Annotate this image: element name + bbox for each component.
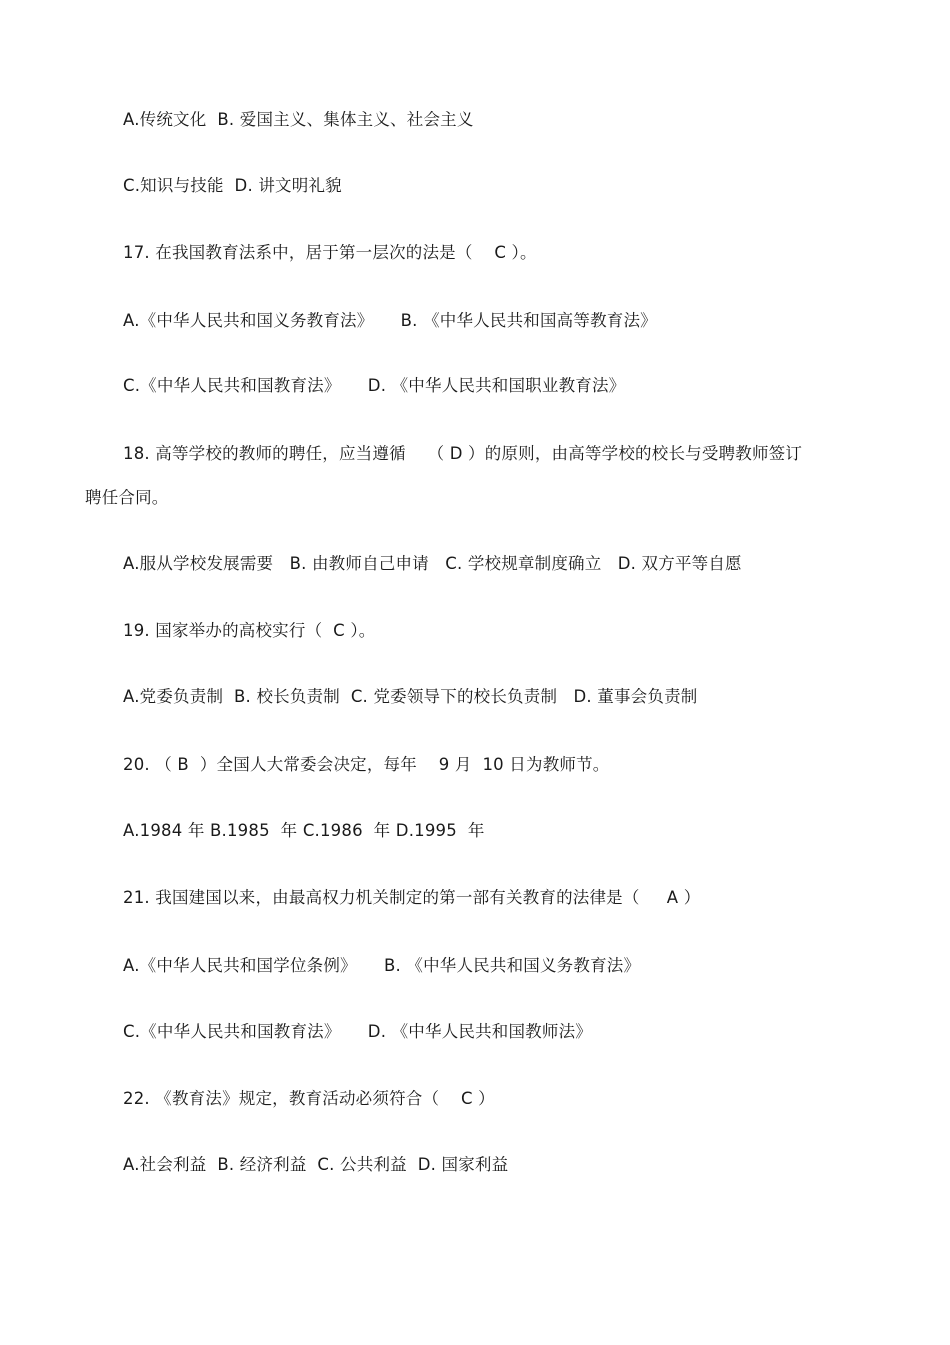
- q18-question-continued: 聘任合同。: [85, 488, 169, 507]
- q17-options-ab: A.《中华人民共和国义务教育法》 B. 《中华人民共和国高等教育法》: [123, 311, 657, 330]
- q16-options-cd: C.知识与技能 D. 讲文明礼貌: [123, 176, 342, 195]
- q22-question: 22. 《教育法》规定，教育活动必须符合（ C ）: [123, 1089, 495, 1108]
- q19-options: A.党委负责制 B. 校长负责制 C. 党委领导下的校长负责制 D. 董事会负责制: [123, 687, 698, 706]
- q19-question: 19. 国家举办的高校实行（ C ）。: [123, 621, 376, 640]
- q16-options-ab: A.传统文化 B. 爱国主义、集体主义、社会主义: [123, 110, 474, 129]
- q21-options-cd: C.《中华人民共和国教育法》 D. 《中华人民共和国教师法》: [123, 1022, 592, 1041]
- q21-options-ab: A.《中华人民共和国学位条例》 B. 《中华人民共和国义务教育法》: [123, 956, 641, 975]
- q18-options: A.服从学校发展需要 B. 由教师自己申请 C. 学校规章制度确立 D. 双方平等自愿: [123, 554, 742, 573]
- q18-question: 18. 高等学校的教师的聘任，应当遵循 （ D ）的原则，由高等学校的校长与受聘教师签订: [123, 444, 803, 463]
- q21-question: 21. 我国建国以来，由最高权力机关制定的第一部有关教育的法律是（ A ）: [123, 888, 701, 907]
- q20-options: A.1984 年 B.1985 年 C.1986 年 D.1995 年: [123, 821, 485, 840]
- q17-options-cd: C.《中华人民共和国教育法》 D. 《中华人民共和国职业教育法》: [123, 376, 626, 395]
- q22-options: A.社会利益 B. 经济利益 C. 公共利益 D. 国家利益: [123, 1155, 509, 1174]
- q20-question: 20. （ B ）全国人大常委会决定，每年 9 月 10 日为教师节。: [123, 755, 610, 774]
- q17-question: 17. 在我国教育法系中，居于第一层次的法是（ C ）。: [123, 243, 537, 262]
